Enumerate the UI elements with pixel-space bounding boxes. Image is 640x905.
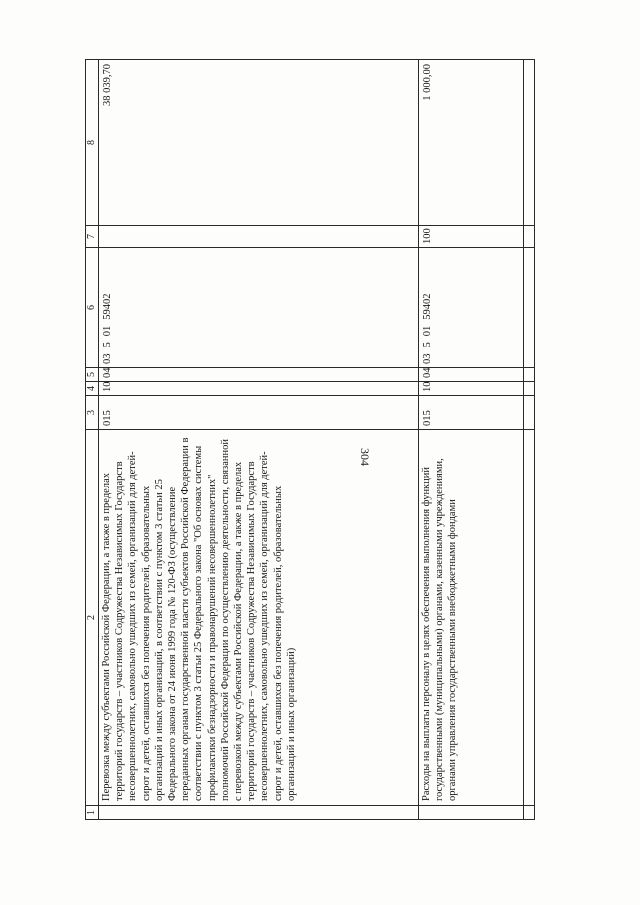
target-article-part: 59402 xyxy=(422,293,433,320)
table-row xyxy=(99,60,419,820)
empty-cell xyxy=(524,396,535,430)
header-cell-3: 3 xyxy=(86,396,99,430)
row-number-cell xyxy=(99,806,419,820)
header-row xyxy=(86,60,99,820)
budget-table xyxy=(85,59,535,820)
rotated-table-container xyxy=(85,60,535,820)
table-row xyxy=(419,60,524,820)
header-cell-7: 7 xyxy=(86,226,99,248)
target-article-part: 01 xyxy=(102,325,113,337)
header-cell-6: 6 xyxy=(86,248,99,368)
header-cell-8: 8 xyxy=(86,60,99,226)
expense-type-cell xyxy=(99,226,419,248)
description-cell: Перевозка между субъектами Российской Федерации, а также в пределах территорий государств – участников Содружества Независимых Государств несовершеннолетних, самовольно ушедших из семей, организаций для детей-сирот и детей, оставшихся без попечения родителей, образовательных организаций и иных организаций, в соответствии с пунктом 3 статьи 25 Федерального закона от 24 июня 1999 года № 120-ФЗ (осуществление переданных органам государственной власти субъектов Российской Федерации в соответствии с пунктом 3 статьи 25 Федерального закона "Об основах системы профилактики безнадзорности и правонарушений несовершеннолетних" полномочий Российской Федерации по осуществлению деятельности, связанной с перевозкой между субъектами Российской Федерации, а также в пределах территорий государств – участников Содружества Независимых Государств несовершеннолетних, самовольно ушедших из семей, организаций для детей-сирот и детей, оставшихся без попечения родителей, образовательных организаций и иных организаций) xyxy=(99,430,419,806)
empty-cell xyxy=(524,430,535,806)
expense-type-cell: 100 xyxy=(419,226,524,248)
target-article-cell xyxy=(419,248,524,368)
subsection-code-cell: 04 xyxy=(99,368,419,382)
section-code-cell: 10 xyxy=(419,382,524,396)
target-article-cell xyxy=(99,248,419,368)
section-code-cell: 10 xyxy=(99,382,419,396)
amount-cell: 1 000,00 xyxy=(419,60,524,226)
description-cell: Расходы на выплаты персоналу в целях обеспечения выполнения функций государственными (муниципальными) органами, казенными учреждениями, органами управления государственными внебюджетными фондами xyxy=(419,430,524,806)
ministry-code-cell: 015 xyxy=(99,396,419,430)
target-article-part: 5 xyxy=(422,342,433,348)
empty-cell xyxy=(524,368,535,382)
target-article-part: 03 xyxy=(102,353,113,364)
empty-cell xyxy=(524,60,535,226)
target-article-part: 03 xyxy=(422,353,433,364)
row-number-cell xyxy=(419,806,524,820)
header-cell-2: 2 xyxy=(86,430,99,806)
empty-cell xyxy=(524,248,535,368)
target-article-part: 5 xyxy=(102,342,113,348)
table-row xyxy=(524,60,535,820)
empty-cell xyxy=(524,226,535,248)
empty-cell xyxy=(524,382,535,396)
amount-cell: 38 039,70 xyxy=(99,60,419,226)
subsection-code-cell: 04 xyxy=(419,368,524,382)
header-cell-4: 4 xyxy=(86,382,99,396)
header-cell-1: 1 xyxy=(86,806,99,820)
target-article-part: 59402 xyxy=(102,293,113,320)
empty-cell xyxy=(524,806,535,820)
target-article-part: 01 xyxy=(422,325,433,337)
header-cell-5: 5 xyxy=(86,368,99,382)
page-number: 304 xyxy=(358,448,372,466)
ministry-code-cell: 015 xyxy=(419,396,524,430)
